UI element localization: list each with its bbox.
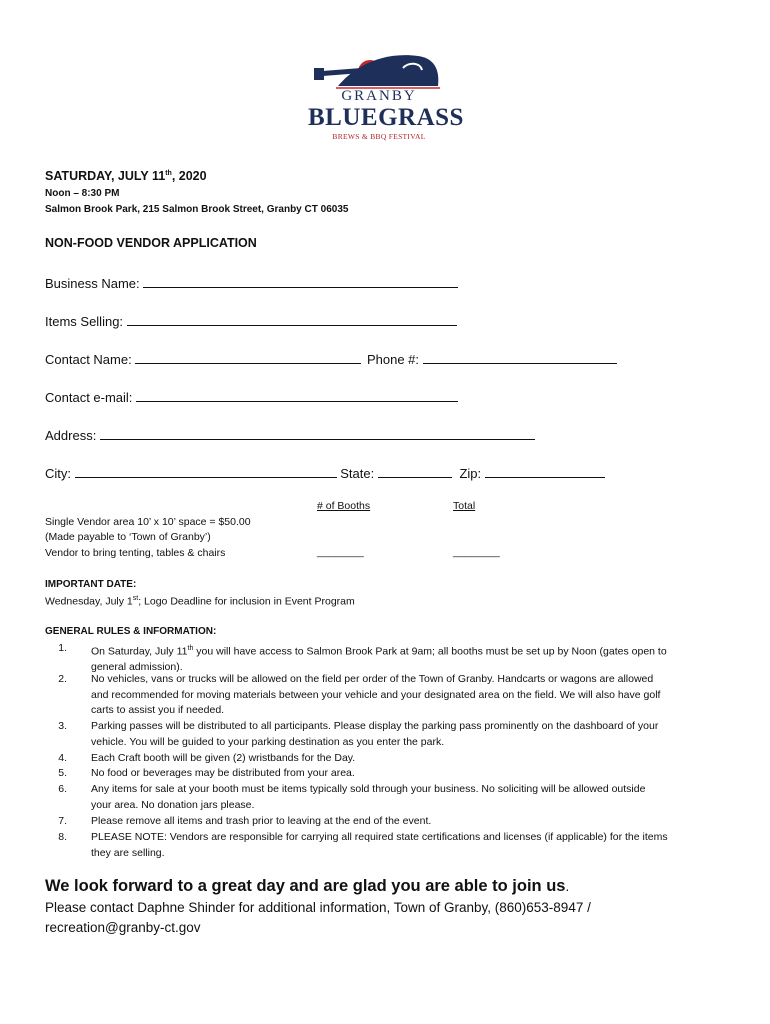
phone-field[interactable] bbox=[423, 349, 617, 364]
rule-number: 5. bbox=[58, 767, 67, 779]
rule-number: 8. bbox=[58, 831, 67, 843]
city-label: City: bbox=[45, 466, 71, 481]
state-label: State: bbox=[340, 466, 375, 481]
address-row bbox=[45, 425, 535, 443]
zip-field[interactable] bbox=[485, 463, 605, 478]
event-time: Noon – 8:30 PM bbox=[45, 188, 120, 199]
contact-name-label: Contact Name: bbox=[45, 352, 132, 367]
logo-subtitle: BREWS & BBQ FESTIVAL bbox=[332, 132, 426, 141]
contact-name-row bbox=[45, 349, 617, 367]
contact-email-row bbox=[45, 387, 458, 405]
contact-email-field[interactable] bbox=[136, 387, 458, 402]
rule-number: 4. bbox=[58, 752, 67, 764]
festival-logo bbox=[308, 52, 464, 148]
business-name-label: Business Name: bbox=[45, 276, 140, 291]
closing-headline: We look forward to a great day and are glad you are able to join us. bbox=[45, 877, 570, 895]
banjo-hill-logo-graphic bbox=[308, 52, 450, 92]
rule-number: 3. bbox=[58, 720, 67, 732]
important-date-heading: IMPORTANT DATE: bbox=[45, 579, 137, 590]
city-field[interactable] bbox=[75, 463, 337, 478]
form-title: NON-FOOD VENDOR APPLICATION bbox=[45, 236, 257, 250]
address-label: Address: bbox=[45, 428, 97, 443]
business-name-row bbox=[45, 273, 458, 291]
rule-number: 1. bbox=[58, 642, 67, 654]
booths-field[interactable]: ________ bbox=[317, 546, 364, 558]
total-column-header: Total bbox=[453, 500, 476, 512]
logo-bluegrass-text: BLUEGRASS bbox=[308, 104, 464, 131]
event-date: SATURDAY, JULY 11th, 2020 bbox=[45, 169, 207, 183]
important-date-text: Wednesday, July 1st; Logo Deadline for inclusion in Event Program bbox=[45, 595, 355, 608]
items-selling-row bbox=[45, 311, 457, 329]
state-field[interactable] bbox=[378, 463, 452, 478]
rules-heading: GENERAL RULES & INFORMATION: bbox=[45, 626, 217, 637]
pricing-line-2: (Made payable to ‘Town of Granby’) bbox=[45, 531, 211, 543]
contact-name-field[interactable] bbox=[135, 349, 361, 364]
rule-number: 2. bbox=[58, 673, 67, 685]
items-selling-field[interactable] bbox=[127, 311, 457, 326]
booths-column-header: # of Booths bbox=[317, 500, 371, 512]
contact-email-link[interactable]: recreation@granby-ct.gov bbox=[45, 920, 201, 935]
contact-info-line-1: Please contact Daphne Shinder for additional information, Town of Granby, (860)653-8947 / bbox=[45, 900, 591, 915]
pricing-line-3: Vendor to bring tenting, tables & chairs bbox=[45, 547, 226, 559]
logo-granby-text: GRANBY bbox=[341, 88, 417, 104]
items-selling-label: Items Selling: bbox=[45, 314, 124, 329]
pricing-line-1: Single Vendor area 10’ x 10’ space = $50.00 bbox=[45, 516, 251, 528]
business-name-field[interactable] bbox=[143, 273, 458, 288]
zip-label: Zip: bbox=[459, 466, 482, 481]
rule-number: 6. bbox=[58, 783, 67, 795]
city-state-zip-row bbox=[45, 463, 605, 481]
event-location: Salmon Brook Park, 215 Salmon Brook Street, Granby CT 06035 bbox=[45, 204, 349, 215]
contact-email-label: Contact e-mail: bbox=[45, 390, 133, 405]
rule-number: 7. bbox=[58, 815, 67, 827]
total-field[interactable]: ________ bbox=[453, 546, 500, 558]
address-field[interactable] bbox=[100, 425, 535, 440]
phone-label: Phone #: bbox=[366, 352, 419, 367]
